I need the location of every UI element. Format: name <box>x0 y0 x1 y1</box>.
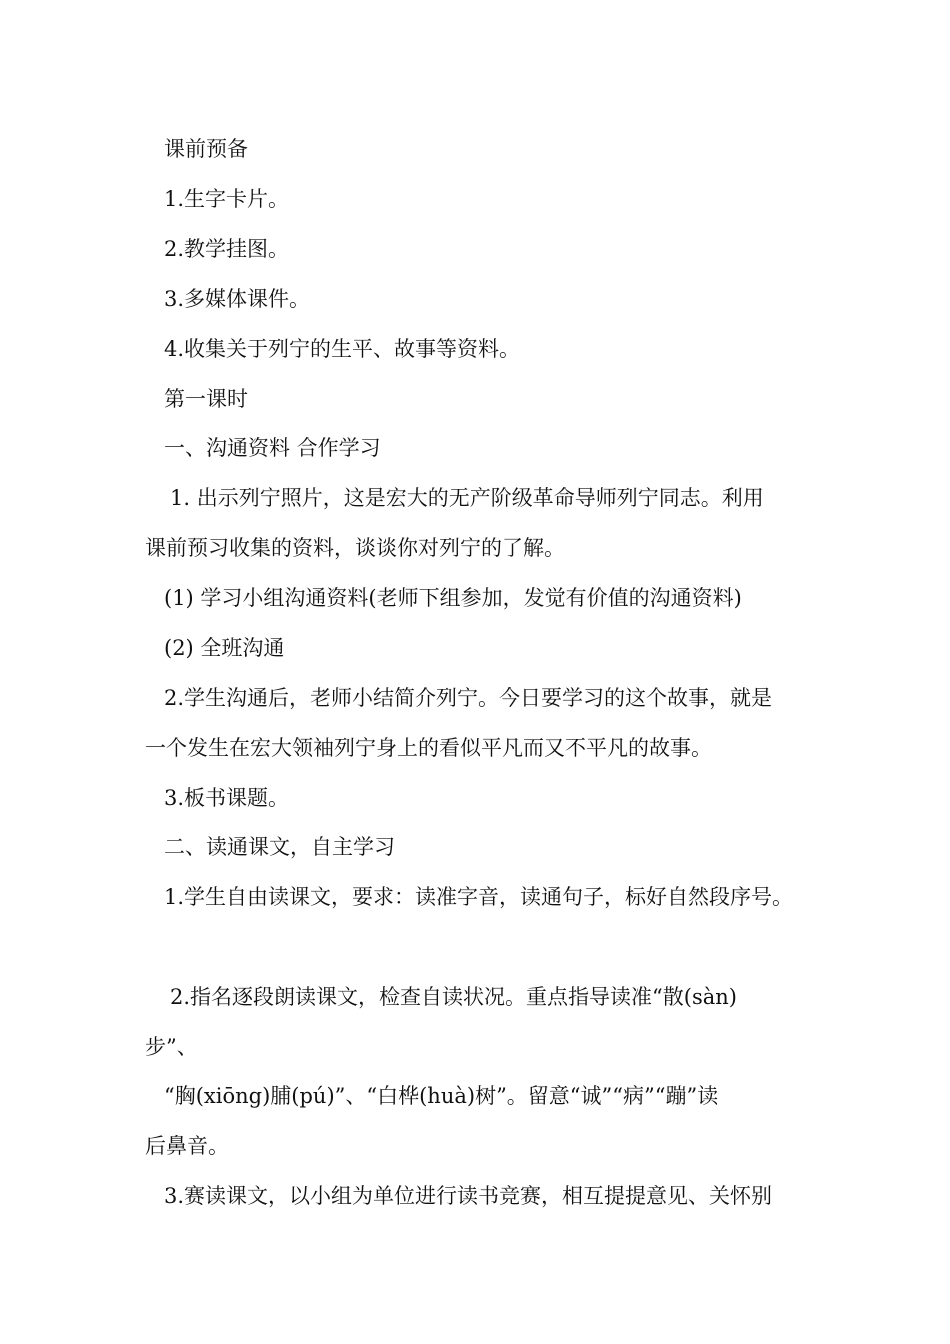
section2-title: 二、读通课文，自主学习 <box>164 835 395 859</box>
section1-paragraph2-line1: 2.学生沟通后，老师小结简介列宁。今日要学习的这个故事，就是 <box>164 686 773 710</box>
section1-paragraph3: 3.板书课题。 <box>164 786 290 810</box>
section2-paragraph1: 1.学生自由读课文，要求：读准字音，读通句子，标好自然段序号。 <box>164 885 794 909</box>
section1-paragraph1-line2: 课前预习收集的资料，谈谈你对列宁的了解。 <box>145 536 565 560</box>
prep-item-1: 1.生字卡片。 <box>164 187 290 211</box>
lesson-title: 第一课时 <box>164 387 248 411</box>
prep-item-3: 3.多媒体课件。 <box>164 287 311 311</box>
section1-paragraph2-line2: 一个发生在宏大领袖列宁身上的看似平凡而又不平凡的故事。 <box>145 736 712 760</box>
section1-paragraph1-line1: 1. 出示列宁照片，这是宏大的无产阶级革命导师列宁同志。利用 <box>170 486 764 510</box>
section2-paragraph2-line4: 后鼻音。 <box>145 1134 229 1158</box>
section2-paragraph2-line1: 2.指名逐段朗读课文，检查自读状况。重点指导读准“散(sàn) <box>170 985 737 1009</box>
section2-paragraph2-line3: “胸(xiōng)脯(pú)”、“白桦(huà)树”。留意“诚”“病”“蹦”读 <box>164 1084 719 1108</box>
section1-sub-item-2: (2) 全班沟通 <box>164 636 285 660</box>
section2-paragraph3-line1: 3.赛读课文，以小组为单位进行读书竞赛，相互提提意见、关怀别 <box>164 1184 773 1208</box>
section1-title: 一、沟通资料 合作学习 <box>164 436 381 460</box>
heading-prep: 课前预备 <box>164 137 248 161</box>
section1-sub-item-1: (1) 学习小组沟通资料(老师下组参加，发觉有价值的沟通资料) <box>164 586 742 610</box>
prep-item-2: 2.教学挂图。 <box>164 237 290 261</box>
section2-paragraph2-line2: 步”、 <box>145 1035 198 1059</box>
prep-item-4: 4.收集关于列宁的生平、故事等资料。 <box>164 337 521 361</box>
